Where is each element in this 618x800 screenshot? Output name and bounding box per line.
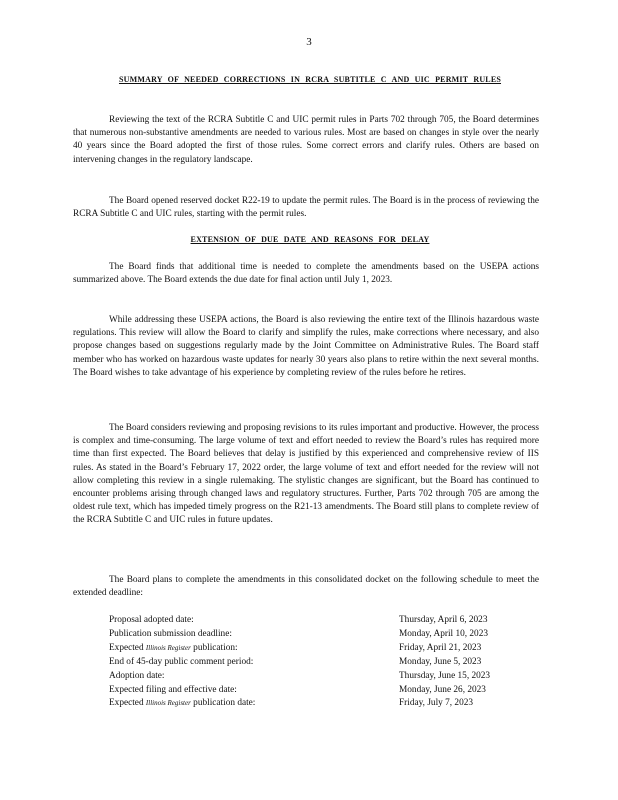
paragraph-schedule-intro: The Board plans to complete the amendments in this consolidated docket on the following schedule to meet the extended deadline: bbox=[73, 575, 539, 599]
schedule-date: Friday, July 7, 2023 bbox=[399, 698, 474, 709]
schedule-label-text: Expected bbox=[109, 698, 146, 709]
schedule-row bbox=[109, 684, 529, 698]
section-heading-extension: EXTENSION OF DUE DATE AND REASONS FOR DELAY bbox=[190, 235, 430, 244]
schedule-row bbox=[109, 697, 529, 711]
schedule-label bbox=[109, 670, 399, 684]
schedule-label bbox=[109, 656, 399, 670]
paragraph-delay-justification: The Board considers reviewing and proposing revisions to its rules important and productive. However, the process is complex and time-consuming. The large volume of text and effort needed to review the Board’s rules has required more time than first expected. The Board believes that delay is justified by this experienced and comprehensive review of IIS rules. As stated in the Board’s February 17, 2022 order, the large volume of text and effort needed for the review will not allow completing this review in a single rulemaking. The stylistic changes are significant, but the Board has continued to encounter problems arising through changed laws and regulatory structures. Further, Parts 702 through 705 are among the oldest rule text, which has impeded timely progress on the R21-13 amendments. The Board still plans to complete review of the RCRA Subtitle C and UIC rules in future updates. bbox=[73, 423, 539, 526]
section-heading-corrections: SUMMARY OF NEEDED CORRECTIONS IN RCRA SUBTITLE C AND UIC PERMIT RULES bbox=[118, 75, 502, 84]
schedule-label-text: End of 45-day public comment period: bbox=[109, 656, 254, 667]
schedule-label-italic: Illinois Register bbox=[145, 643, 191, 652]
schedule-label-italic: Illinois Register bbox=[145, 699, 191, 708]
schedule-label bbox=[109, 642, 399, 656]
schedule-row bbox=[109, 656, 529, 670]
paragraph-entire-review: While addressing these USEPA actions, the Board is also reviewing the entire text of the Illinois hazardous waste regulations. This review will allow the Board to clarify and simplify the rules, make corrections where necessary, and also propose changes based on suggestions regularly made by the Joint Committee on Administrative Rules. The Board staff member who has worked on hazardous waste updates for nearly 30 years also plans to retire within the next several months. The Board wishes to take advantage of his experience by completing review of the rules before he retires. bbox=[73, 315, 539, 378]
schedule-date: Monday, June 5, 2023 bbox=[399, 656, 482, 667]
schedule-date: Thursday, April 6, 2023 bbox=[399, 615, 488, 625]
schedule-date: Friday, April 21, 2023 bbox=[399, 642, 482, 653]
schedule-label-text: Expected filing and effective date: bbox=[109, 684, 237, 695]
schedule-row bbox=[109, 642, 529, 656]
schedule-row bbox=[109, 670, 529, 684]
schedule-label-text: Expected bbox=[109, 642, 146, 653]
schedule-row bbox=[109, 614, 529, 628]
schedule-date: Thursday, June 15, 2023 bbox=[399, 670, 491, 681]
schedule-label bbox=[109, 628, 399, 642]
schedule-table bbox=[109, 614, 529, 711]
schedule-label bbox=[109, 697, 399, 711]
paragraph-reserved-docket: The Board opened reserved docket R22-19 to update the permit rules. The Board is in the process of reviewing the RCRA Subtitle C and UIC rules, starting with the permit rules. bbox=[73, 196, 539, 220]
schedule-label-text: Proposal adopted date: bbox=[109, 615, 194, 625]
schedule-label bbox=[109, 614, 399, 628]
schedule-date: Monday, April 10, 2023 bbox=[399, 628, 489, 639]
paragraph-review-text: Reviewing the text of the RCRA Subtitle C and UIC permit rules in Parts 702 through 705, the Board determines that numerous non-substantive amendments are needed to various rules. Most are based on changes in style over the nearly 40 years since the Board adopted the first of those rules. Some correct errors and clarify rules. Others are based on intervening changes in the regulatory landscape. bbox=[73, 115, 539, 165]
schedule-label-text: Publication submission deadline: bbox=[109, 628, 232, 639]
schedule-label-text: Adoption date: bbox=[109, 670, 165, 681]
page-number: 3 bbox=[306, 36, 312, 48]
schedule-label-suffix: publication: bbox=[190, 642, 238, 653]
schedule-date: Monday, June 26, 2023 bbox=[399, 684, 486, 695]
paragraph-additional-time: The Board finds that additional time is needed to complete the amendments based on the USEPA actions summarized above. The Board extends the due date for final action until July 1, 2023. bbox=[73, 262, 539, 286]
schedule-label-suffix: publication date: bbox=[190, 698, 256, 709]
schedule-label bbox=[109, 684, 399, 698]
schedule-row bbox=[109, 628, 529, 642]
